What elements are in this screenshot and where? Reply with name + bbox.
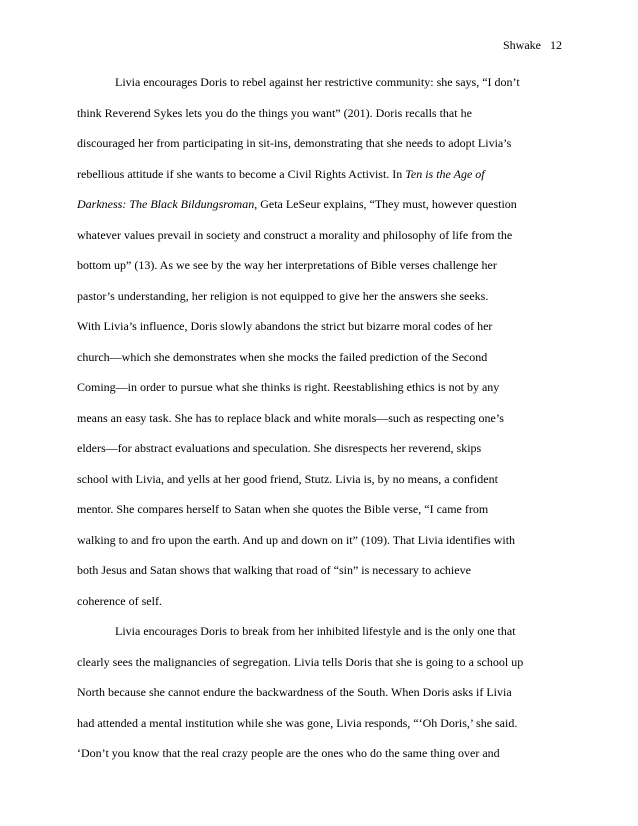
text-line: Livia encourages Doris to rebel against her restrictive community: she says, “I don’t (115, 75, 520, 89)
text-run: rebellious attitude if she wants to become a Civil Rights Activist. In (77, 166, 406, 181)
text-line (77, 189, 563, 220)
text-line: both Jesus and Satan shows that walking that road of “sin” is necessary to achieve (77, 563, 471, 577)
text-line: Coming—in order to pursue what she thinks is right. Reestablishing ethics is not by any (77, 380, 500, 394)
text-line: ‘Don’t you know that the real crazy people are the ones who do the same thing over and (77, 746, 500, 760)
text-line: church—which she demonstrates when she mocks the failed prediction of the Second (77, 349, 488, 364)
text-line: discouraged her from participating in sit-ins, demonstrating that she needs to adopt Livia’s (77, 136, 512, 150)
paragraph (77, 67, 563, 616)
book-title-italic: Darkness: The Black Bildungsroman (77, 197, 255, 211)
paragraph (77, 616, 563, 769)
text-line: With Livia’s influence, Doris slowly abandons the strict but bizarre moral codes of her (77, 319, 493, 333)
text-line: mentor. She compares herself to Satan when she quotes the Bible verse, “I came from (77, 502, 489, 516)
text-line (77, 159, 563, 190)
text-line: bottom up” (13). As we see by the way her interpretations of Bible verses challenge her (77, 258, 497, 272)
text-line: North because she cannot endure the backwardness of the South. When Doris asks if Livia (77, 685, 512, 699)
text-line: coherence of self. (77, 593, 162, 608)
text-line: elders—for abstract evaluations and speculation. She disrespects her reverend, skips (77, 441, 482, 455)
header-page-number: 12 (550, 38, 562, 52)
text-line: think Reverend Sykes lets you do the things you want” (201). Doris recalls that he (77, 105, 472, 120)
running-header (503, 38, 562, 52)
header-author: Shwake (503, 38, 541, 52)
text-line: means an easy task. She has to replace black and white morals—such as respecting one’s (77, 410, 504, 425)
text-run: , Geta LeSeur explains, “They must, however question (254, 197, 517, 211)
text-line: walking to and fro upon the earth. And up and down on it” (109). That Livia identifies with (77, 532, 516, 547)
text-line: Livia encourages Doris to break from her inhibited lifestyle and is the only one that (115, 624, 516, 638)
text-line: clearly sees the malignancies of segregation. Livia tells Doris that she is going to a school up (77, 654, 524, 669)
book-title-italic: Ten is the Age of (405, 166, 485, 181)
text-line: whatever values prevail in society and construct a morality and philosophy of life from the (77, 227, 513, 242)
text-line: pastor’s understanding, her religion is not equipped to give her the answers she seeks. (77, 288, 489, 303)
text-line: had attended a mental institution while she was gone, Livia responds, “‘Oh Doris,’ she said. (77, 715, 518, 730)
text-line: school with Livia, and yells at her good friend, Stutz. Livia is, by no means, a confident (77, 471, 498, 486)
document-body (77, 67, 563, 769)
